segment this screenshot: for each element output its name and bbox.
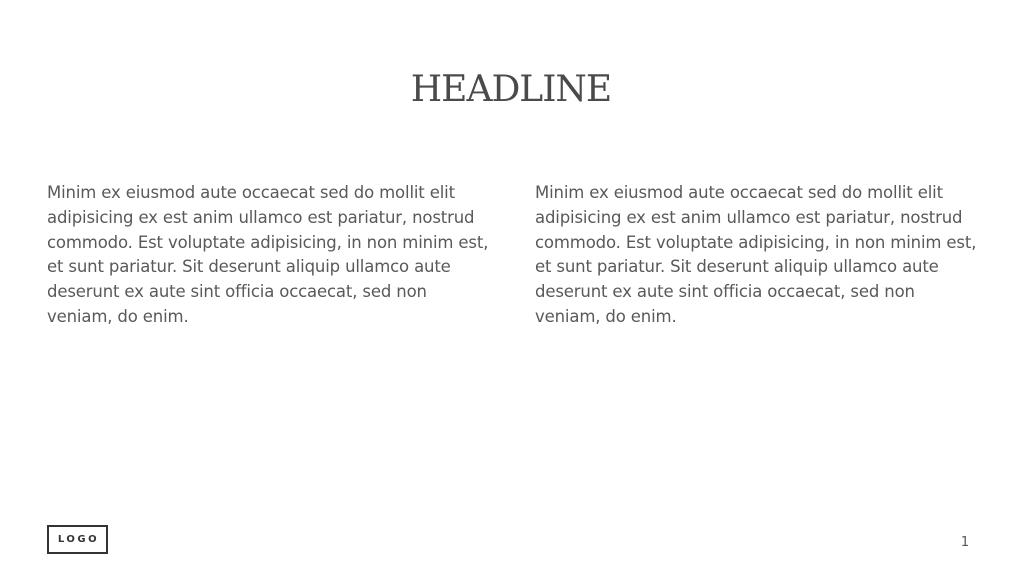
logo-text: LOGO	[57, 534, 100, 545]
body-text-right-column: Minim ex eiusmod aute occaecat sed do mollit elit adipisicing ex est anim ullamco est pariatur, nostrud commodo. Est voluptate adipisicing, in non minim est, et sunt pariatur. Sit deserunt aliquip ullamco aute deserunt ex aute sint officia occaecat, sed non veniam, do enim.	[535, 183, 977, 326]
body-text-left-column: Minim ex eiusmod aute occaecat sed do mollit elit adipisicing ex est anim ullamco est pariatur, nostrud commodo. Est voluptate adipisicing, in non minim est, et sunt pariatur. Sit deserunt aliquip ullamco aute deserunt ex aute sint officia occaecat, sed non veniam, do enim.	[47, 183, 489, 326]
slide-headline: HEADLINE	[410, 69, 612, 110]
page-number: 1	[960, 535, 970, 550]
logo-placeholder	[47, 525, 108, 554]
